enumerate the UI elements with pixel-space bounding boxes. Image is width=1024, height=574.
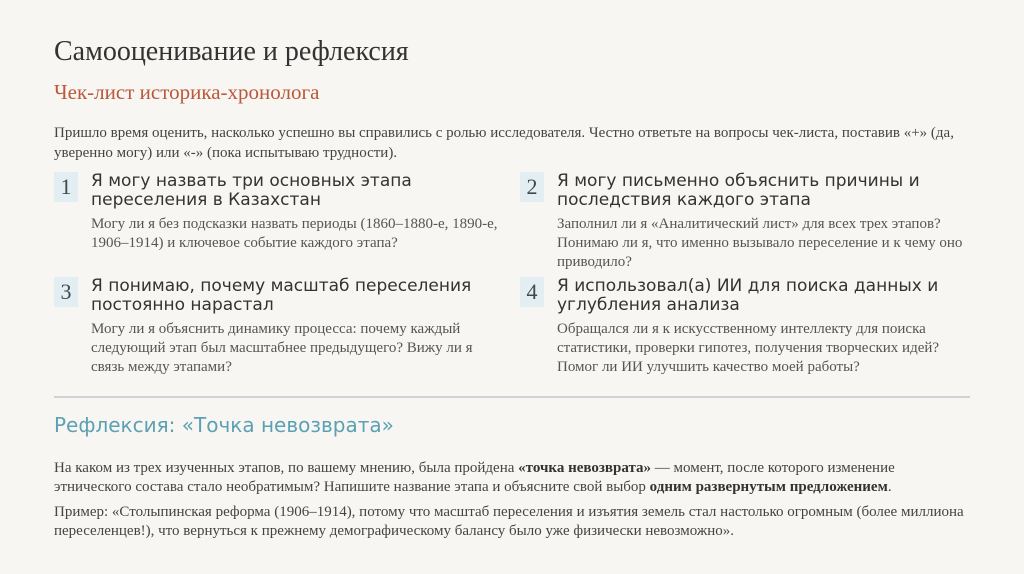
item-description: Обращался ли я к искусственному интеллекту для поиска статистики, проверки гипотез, получения творческих идей? Помог ли ИИ улучшить качество моей работы?	[557, 321, 940, 375]
question-text: — момент, после которого изменение этнического состава стало необратимым? Напишите название этапа и объясните свой выбор	[54, 460, 895, 495]
item-number-badge: 4	[520, 277, 544, 307]
question-text: На каком из трех изученных этапов, по вашему мнению, была пройдена	[54, 460, 519, 476]
item-title: Я могу назвать три основных этапа переселения в Казахстан	[91, 171, 412, 210]
page-subtitle: Чек-лист историка-хронолога	[54, 80, 320, 104]
item-number-badge: 3	[54, 277, 78, 307]
reflection-example: Пример: «Столыпинская реформа (1906–1914), потому что масштаб переселения и изъятия земель стал настолько огромным (более миллиона переселенцев!), что вернуться к прежнему демографическому балансу было уже физически невозможно».	[54, 504, 964, 539]
item-description: Могу ли я объяснить динамику процесса: почему каждый следующий этап был масштабнее предыдущего? Вижу ли я связь между этапами?	[91, 321, 473, 375]
page-title: Самооценивание и рефлексия	[54, 36, 409, 67]
item-title: Я могу письменно объяснить причины и последствия каждого этапа	[557, 171, 920, 210]
item-number-badge: 1	[54, 172, 78, 202]
question-emphasis: «точка невозврата»	[518, 460, 651, 476]
question-emphasis: одним развернутым предложением	[649, 479, 888, 495]
item-number-badge: 2	[520, 172, 544, 202]
intro-text: Пришло время оценить, насколько успешно вы справились с ролью исследователя. Честно ответьте на вопросы чек-листа, поставив «+» (да, уверенно могу) или «-» (пока испытываю трудности).	[54, 125, 954, 161]
question-text: .	[887, 479, 892, 495]
item-title: Я использовал(а) ИИ для поиска данных и углубления анализа	[557, 276, 939, 315]
section-divider	[54, 396, 970, 398]
reflection-question	[54, 459, 969, 497]
item-title: Я понимаю, почему масштаб переселения постоянно нарастал	[91, 276, 472, 315]
reflection-title: Рефлексия: «Точка невозврата»	[54, 413, 394, 437]
item-description: Могу ли я без подсказки назвать периоды (1860–1880-е, 1890-е, 1906–1914) и ключевое событие каждого этапа?	[91, 216, 498, 251]
item-description: Заполнил ли я «Аналитический лист» для всех трех этапов? Понимаю ли я, что именно вызывало переселение и к чему оно приводило?	[557, 216, 963, 270]
